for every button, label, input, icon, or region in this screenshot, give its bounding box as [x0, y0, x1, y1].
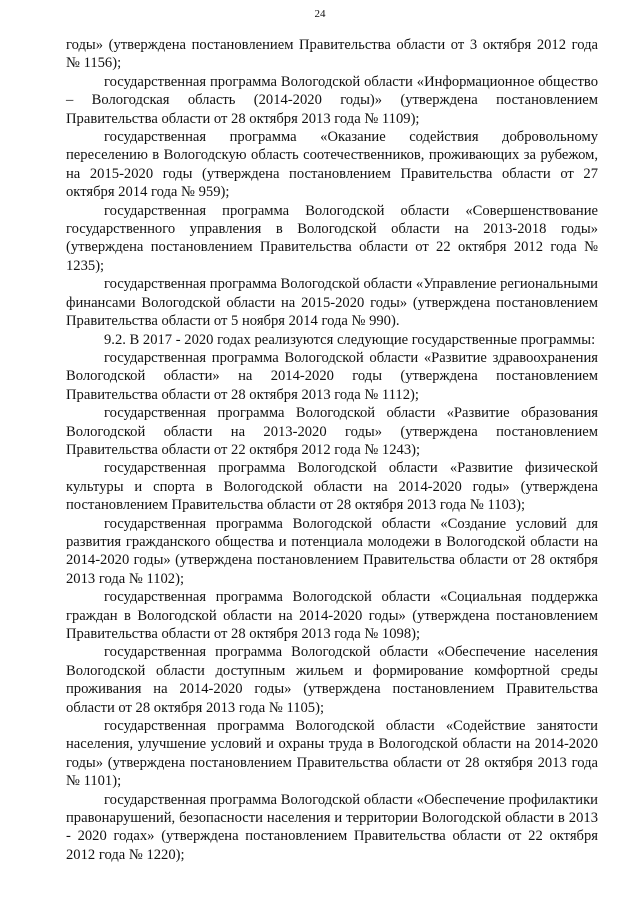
- paragraph-continuation: годы» (утверждена постановлением Правительства области от 3 октября 2012 года № 1156);: [66, 37, 598, 72]
- paragraph-program-resettlement: государственная программа «Оказание содействия добровольному переселению в Вологодскую область соотечественников, проживающих за рубежом, на 2015-2020 годы (утверждена постановлением Правительства области от 27 октября 2014 года № 959);: [66, 129, 598, 201]
- paragraph-program-housing: государственная программа Вологодской области «Обеспечение населения Вологодской области доступным жильем и формирование комфортной среды проживания на 2014-2020 годы» (утверждена постановлением Правительства области от 28 октября 2013 года № 1105);: [66, 644, 598, 716]
- paragraph-program-regional-finance: государственная программа Вологодской области «Управление региональными финансами Вологодской области на 2015-2020 годы» (утверждена постановлением Правительства области от 5 ноября 2014 года № 990).: [66, 276, 598, 330]
- section-9-2-heading: 9.2. В 2017 - 2020 годах реализуются следующие государственные программы:: [104, 331, 596, 348]
- document-body: [66, 36, 598, 864]
- paragraph-program-crime-prevention: государственная программа Вологодской области «Обеспечение профилактики правонарушений, безопасности населения и территории Вологодской области в 2013 - 2020 годах» (утверждена постановлением Правительства области от 22 октября 2012 года № 1220);: [66, 791, 598, 863]
- paragraph-program-social-support: государственная программа Вологодской области «Социальная поддержка граждан в Вологодской области на 2014-2020 годы» (утверждена постановлением Правительства области от 28 октября 2013 года № 1098);: [66, 589, 598, 642]
- paragraph-program-sport: государственная программа Вологодской области «Развитие физической культуры и спорта в Вологодской области на 2014-2020 годы» (утверждена постановлением Правительства области от 28 октября 2013 года № 1103);: [66, 460, 598, 514]
- paragraph-program-healthcare: государственная программа Вологодской области «Развитие здравоохранения Вологодской области» на 2014-2020 годы (утверждена постановлением Правительства области от 28 октября 2013 года № 1112);: [66, 349, 598, 403]
- paragraph-program-public-administration: государственная программа Вологодской области «Совершенствование государственного управления в Вологодской области на 2013-2018 годы» (утверждена постановлением Правительства области от 22 октября 2012 года № 1235);: [66, 202, 598, 274]
- paragraph-program-employment: государственная программа Вологодской области «Содействие занятости населения, улучшение условий и охраны труда в Вологодской области на 2014-2020 годы» (утверждена постановлением Правительства области от 28 октября 2013 года № 1101);: [66, 718, 598, 790]
- paragraph-program-information-society: государственная программа Вологодской области «Информационное общество – Вологодская область (2014-2020 годы)» (утверждена постановлением Правительства области от 28 октября 2013 года № 1109);: [66, 73, 598, 127]
- paragraph-program-education: государственная программа Вологодской области «Развитие образования Вологодской области на 2013-2020 годы» (утверждена постановлением Правительства области от 22 октября 2012 года № 1243);: [66, 405, 598, 458]
- paragraph-program-civil-society: государственная программа Вологодской области «Создание условий для развития гражданского общества и потенциала молодежи в Вологодской области на 2014-2020 годы» (утверждена постановлением Правительства области от 28 октября 2013 года № 1102);: [66, 515, 598, 587]
- page-number: 24: [314, 8, 326, 20]
